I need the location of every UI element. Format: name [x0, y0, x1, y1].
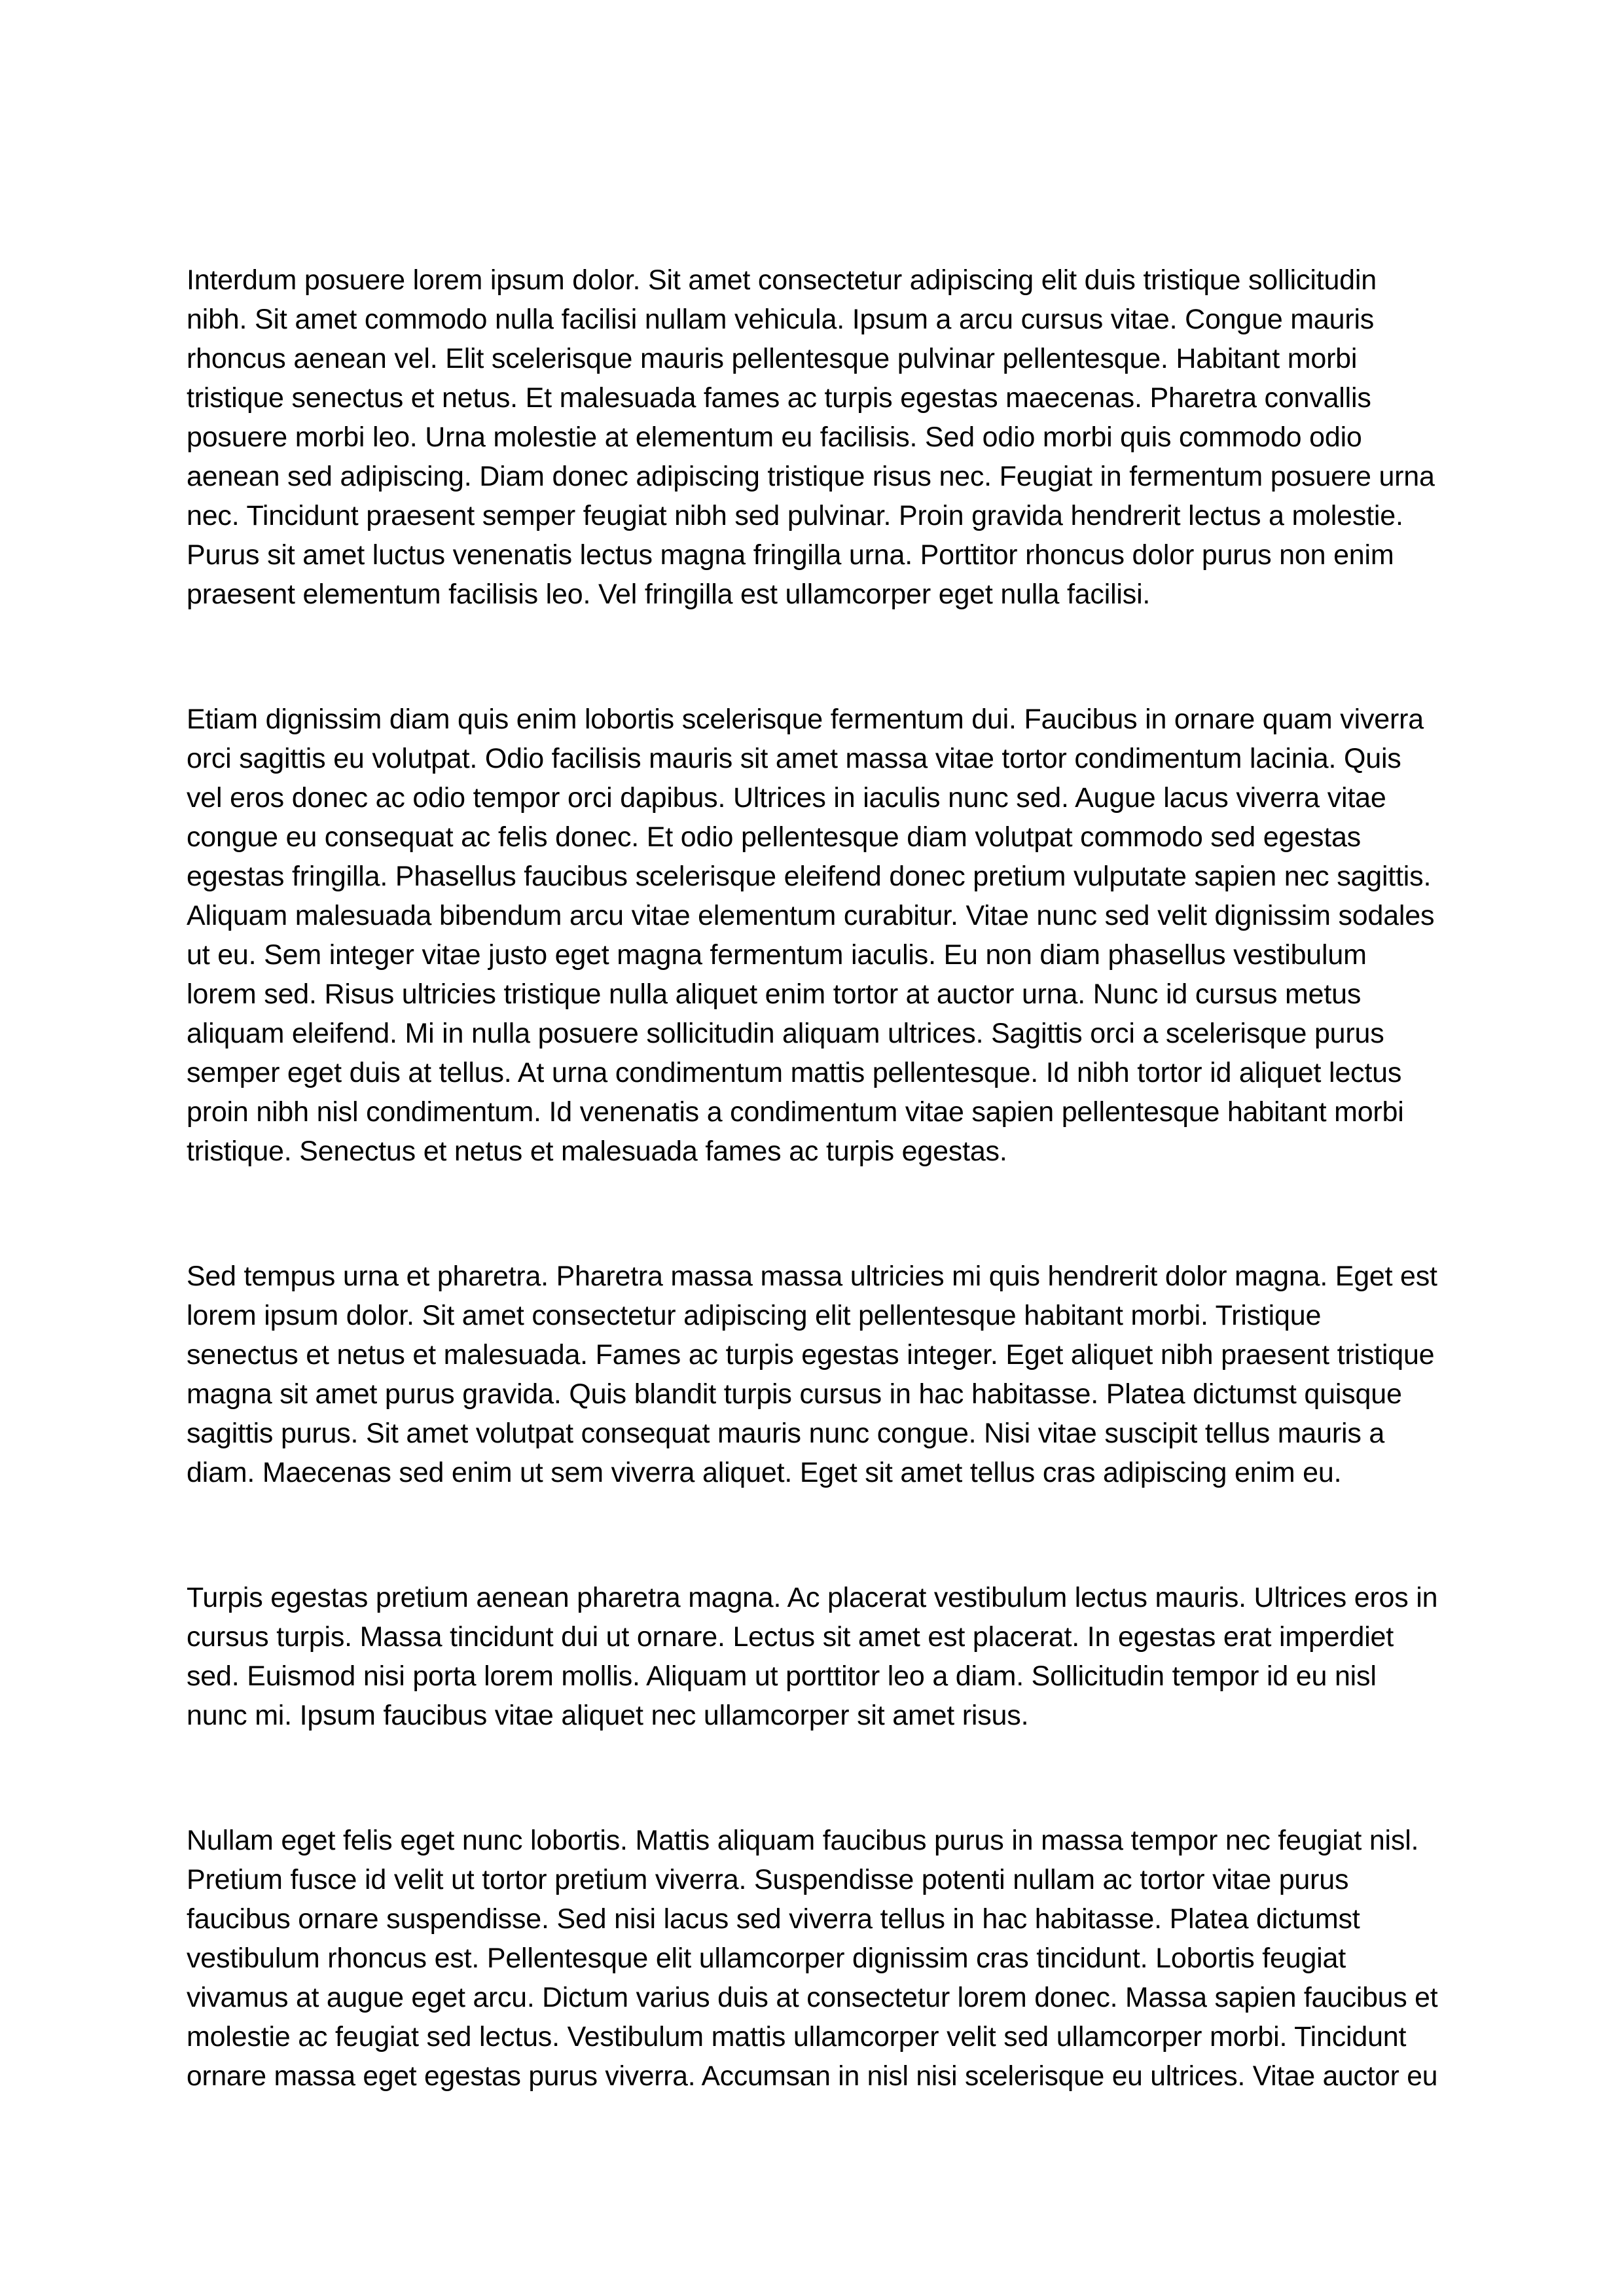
text-line: tristique senectus et netus. Et malesuada fames ac turpis egestas maecenas. Pharetra convallis — [187, 382, 1371, 414]
text-line: Nullam eget felis eget nunc lobortis. Mattis aliquam faucibus purus in massa tempor nec feugiat nisl. — [187, 1825, 1419, 1856]
text-line: senectus et netus et malesuada. Fames ac turpis egestas integer. Eget aliquet nibh praesent tristique — [187, 1339, 1435, 1371]
text-line: Interdum posuere lorem ipsum dolor. Sit amet consectetur adipiscing elit duis tristique sollicitudin — [187, 264, 1377, 296]
text-line: Sed tempus urna et pharetra. Pharetra massa massa ultricies mi quis hendrerit dolor magna. Eget est — [187, 1261, 1437, 1292]
text-line: cursus turpis. Massa tincidunt dui ut ornare. Lectus sit amet est placerat. In egestas erat imperdiet — [187, 1621, 1394, 1653]
text-line: congue eu consequat ac felis donec. Et odio pellentesque diam volutpat commodo sed egestas — [187, 821, 1361, 853]
paragraph — [187, 1578, 1437, 1735]
text-line: Turpis egestas pretium aenean pharetra magna. Ac placerat vestibulum lectus mauris. Ultrices eros in — [187, 1582, 1438, 1613]
document-body — [187, 260, 1437, 2096]
text-line: lorem sed. Risus ultricies tristique nulla aliquet enim tortor at auctor urna. Nunc id cursus metus — [187, 978, 1362, 1010]
text-line: sed. Euismod nisi porta lorem mollis. Aliquam ut porttitor leo a diam. Sollicitudin tempor id eu nisl — [187, 1660, 1377, 1692]
text-line: sagittis purus. Sit amet volutpat consequat mauris nunc congue. Nisi vitae suscipit tellus mauris a — [187, 1418, 1385, 1449]
text-line: posuere morbi leo. Urna molestie at elementum eu facilisis. Sed odio morbi quis commodo odio — [187, 422, 1362, 453]
text-line: faucibus ornare suspendisse. Sed nisi lacus sed viverra tellus in hac habitasse. Platea dictumst — [187, 1903, 1360, 1935]
text-line: Purus sit amet luctus venenatis lectus magna fringilla urna. Porttitor rhoncus dolor purus non enim — [187, 539, 1394, 571]
text-line: vel eros donec ac odio tempor orci dapibus. Ultrices in iaculis nunc sed. Augue lacus viverra vitae — [187, 782, 1386, 814]
text-line: Etiam dignissim diam quis enim lobortis scelerisque fermentum dui. Faucibus in ornare quam viverra — [187, 704, 1424, 735]
text-line: molestie ac feugiat sed lectus. Vestibulum mattis ullamcorper velit sed ullamcorper morbi. Tincidunt — [187, 2021, 1407, 2053]
text-line: ut eu. Sem integer vitae justo eget magna fermentum iaculis. Eu non diam phasellus vestibulum — [187, 939, 1367, 971]
text-line: vestibulum rhoncus est. Pellentesque elit ullamcorper dignissim cras tincidunt. Lobortis feugiat — [187, 1943, 1346, 1974]
paragraph — [187, 1257, 1437, 1492]
text-line: nec. Tincidunt praesent semper feugiat nibh sed pulvinar. Proin gravida hendrerit lectus a molestie. — [187, 500, 1403, 531]
paragraph — [187, 1821, 1437, 2096]
paragraph — [187, 260, 1437, 614]
text-line: magna sit amet purus gravida. Quis blandit turpis cursus in hac habitasse. Platea dictumst quisque — [187, 1378, 1402, 1410]
text-line: Aliquam malesuada bibendum arcu vitae elementum curabitur. Vitae nunc sed velit dignissim sodales — [187, 900, 1435, 931]
text-line: semper eget duis at tellus. At urna condimentum mattis pellentesque. Id nibh tortor id aliquet lectus — [187, 1057, 1402, 1088]
text-line: praesent elementum facilisis leo. Vel fringilla est ullamcorper eget nulla facilisi. — [187, 579, 1151, 610]
text-line: aenean sed adipiscing. Diam donec adipiscing tristique risus nec. Feugiat in fermentum posuere urna — [187, 461, 1435, 492]
text-line: diam. Maecenas sed enim ut sem viverra aliquet. Eget sit amet tellus cras adipiscing enim eu. — [187, 1457, 1342, 1488]
text-line: aliquam eleifend. Mi in nulla posuere sollicitudin aliquam ultrices. Sagittis orci a scelerisque purus — [187, 1018, 1384, 1049]
text-line: egestas fringilla. Phasellus faucibus scelerisque eleifend donec pretium vulputate sapien nec sagittis. — [187, 861, 1432, 892]
text-line: Pretium fusce id velit ut tortor pretium viverra. Suspendisse potenti nullam ac tortor vitae purus — [187, 1864, 1349, 1895]
text-line: orci sagittis eu volutpat. Odio facilisis mauris sit amet massa vitae tortor condimentum lacinia. Quis — [187, 743, 1401, 774]
text-line: lorem ipsum dolor. Sit amet consectetur adipiscing elit pellentesque habitant morbi. Tristique — [187, 1300, 1322, 1331]
text-line: proin nibh nisl condimentum. Id venenatis a condimentum vitae sapien pellentesque habitant morbi — [187, 1096, 1404, 1128]
text-line: tristique. Senectus et netus et malesuada fames ac turpis egestas. — [187, 1136, 1007, 1167]
paragraph — [187, 700, 1437, 1171]
text-line: vivamus at augue eget arcu. Dictum varius duis at consectetur lorem donec. Massa sapien faucibus et — [187, 1982, 1438, 2013]
text-line: nibh. Sit amet commodo nulla facilisi nullam vehicula. Ipsum a arcu cursus vitae. Congue mauris — [187, 304, 1375, 335]
text-line: nunc mi. Ipsum faucibus vitae aliquet nec ullamcorper sit amet risus. — [187, 1700, 1029, 1731]
text-line: ornare massa eget egestas purus viverra. Accumsan in nisl nisi scelerisque eu ultrices. Vitae auctor eu — [187, 2060, 1438, 2092]
text-line: rhoncus aenean vel. Elit scelerisque mauris pellentesque pulvinar pellentesque. Habitant morbi — [187, 343, 1358, 374]
